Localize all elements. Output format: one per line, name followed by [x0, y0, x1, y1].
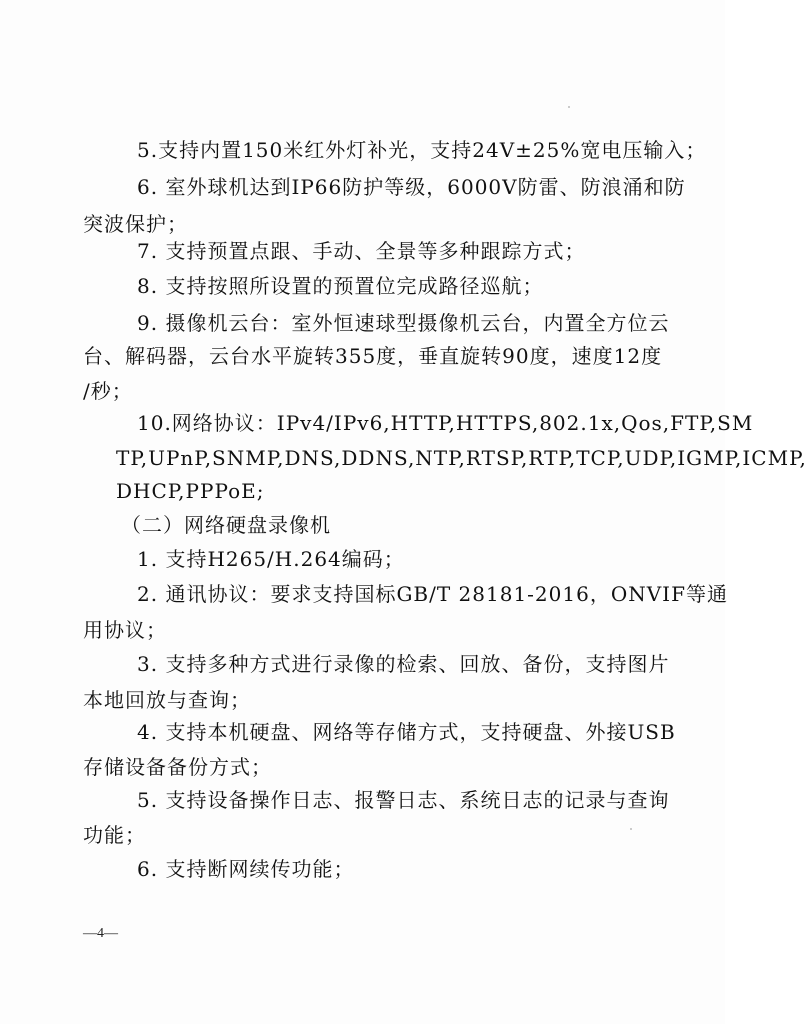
paragraph-line: DHCP,PPPoE;: [116, 479, 265, 503]
paragraph-line: 5.支持内置150米红外灯补光，支持24V±25%宽电压输入；: [137, 138, 707, 162]
scan-speck: [630, 828, 632, 830]
paragraph-line: 8. 支持按照所设置的预置位完成路径巡航；: [137, 274, 544, 298]
section-heading: （二）网络硬盘录像机: [121, 513, 331, 537]
paragraph-line: 7. 支持预置点跟、手动、全景等多种跟踪方式；: [137, 239, 586, 263]
paragraph-line: 存储设备备份方式；: [83, 755, 272, 779]
paragraph-line: 5. 支持设备操作日志、报警日志、系统日志的记录与查询: [137, 788, 670, 812]
paragraph-line: /秒；: [83, 379, 133, 403]
paragraph-line: TP,UPnP,SNMP,DNS,DDNS,NTP,RTSP,RTP,TCP,UDP,IGMP,ICMP,: [116, 446, 807, 470]
paragraph-line: 用协议；: [83, 618, 167, 642]
paragraph-line: 功能；: [83, 823, 146, 847]
paragraph-line: 台、解码器，云台水平旋转355度，垂直旋转90度，速度12度: [83, 344, 663, 368]
paragraph-line: 9. 摄像机云台：室外恒速球型摄像机云台，内置全方位云: [137, 311, 670, 335]
paragraph-line: 10.网络协议：IPv4/IPv6,HTTP,HTTPS,802.1x,Qos,FTP,SM: [137, 411, 754, 435]
paragraph-line: 4. 支持本机硬盘、网络等存储方式，支持硬盘、外接USB: [137, 720, 676, 744]
paragraph-line: 1. 支持H265/H.264编码；: [137, 547, 405, 571]
paragraph-line: 2. 通讯协议：要求支持国标GB/T 28181-2016，ONVIF等通: [137, 582, 728, 606]
paragraph-line: 3. 支持多种方式进行录像的检索、回放、备份，支持图片: [137, 652, 670, 676]
page-number: —4—: [83, 926, 118, 941]
paragraph-line: 本地回放与查询；: [83, 688, 251, 712]
paragraph-line: 6. 室外球机达到IP66防护等级，6000V防雷、防浪涌和防: [137, 175, 686, 199]
paragraph-line: 突波保护；: [83, 212, 188, 236]
scan-speck: [568, 106, 570, 108]
paragraph-line: 6. 支持断网续传功能；: [137, 857, 355, 881]
